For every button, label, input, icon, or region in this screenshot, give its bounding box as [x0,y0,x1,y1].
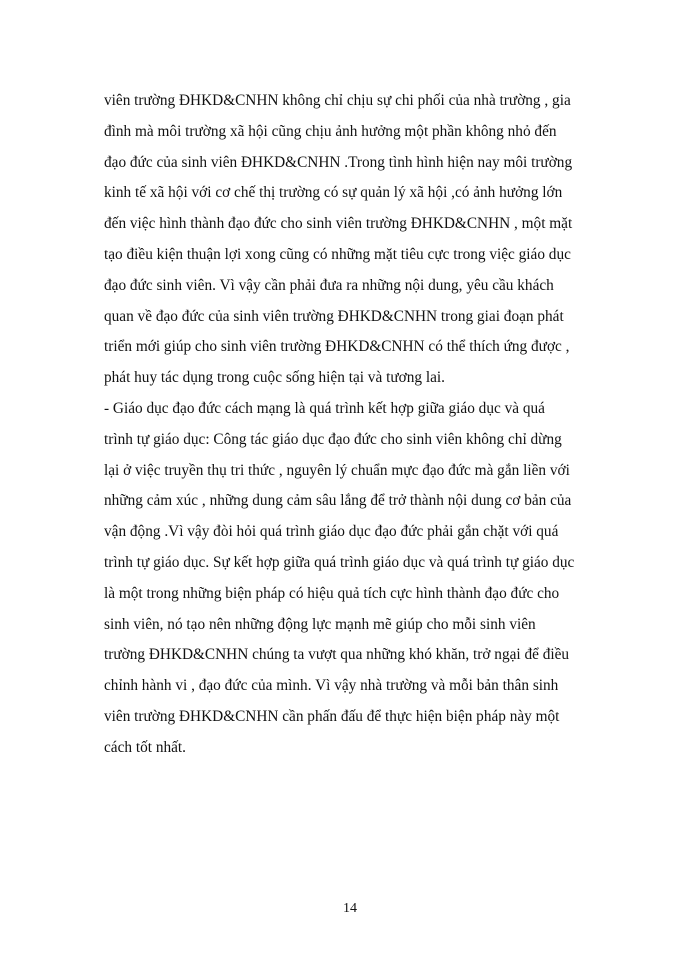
text-line: đình mà môi trường xã hội cũng chịu ảnh hưởng một phần không nhỏ đến [104,122,557,140]
text-line: trình tự giáo dục. Sự kết hợp giữa quá trình giáo dục và quá trình tự giáo dục [104,553,575,571]
text-line: tạo điều kiện thuận lợi xong cũng có những mặt tiêu cực trong việc giáo dục [104,245,571,263]
text-line: lại ở việc truyền thụ tri thức , nguyên lý chuẩn mực đạo đức mà gắn liền với [104,461,570,479]
page-number: 14 [343,901,357,916]
text-line: triển mới giúp cho sinh viên trường ĐHKD&CNHN có thể thích ứng được , [104,338,570,356]
text-line: viên trường ĐHKD&CNHN không chỉ chịu sự chi phối của nhà trường , gia [104,92,571,109]
text-line: phát huy tác dụng trong cuộc sống hiện tại và tương lai. [104,369,445,387]
text-line: đến việc hình thành đạo đức cho sinh viên trường ĐHKD&CNHN , một mặt [104,215,573,233]
paragraph-2 [104,394,614,764]
text-line: cách tốt nhất. [104,738,186,756]
text-line: đạo đức sinh viên. Vì vậy cần phải đưa ra những nội dung, yêu cầu khách [104,276,554,294]
text-line: là một trong những biện pháp có hiệu quả tích cực hình thành đạo đức cho [104,584,560,602]
text-line: sinh viên, nó tạo nên những động lực mạnh mẽ giúp cho mỗi sinh viên [104,615,536,633]
text-line: quan về đạo đức của sinh viên trường ĐHKD&CNHN trong giai đoạn phát [104,307,564,325]
text-line: vận động .Vì vậy đòi hỏi quá trình giáo dục đạo đức phải gắn chặt với quá [104,523,559,541]
text-line: chỉnh hành vi , đạo đức của mình. Vì vậy nhà trường và mỗi bản thân sinh [104,677,559,695]
body-text [104,86,614,764]
paragraph-1 [104,86,614,394]
text-line: những cảm xúc , những dung cảm sâu lắng để trở thành nội dung cơ bản của [104,492,572,510]
text-line: - Giáo dục đạo đức cách mạng là quá trình kết hợp giữa giáo dục và quá [104,399,545,417]
text-line: đạo đức của sinh viên ĐHKD&CNHN .Trong tình hình hiện nay môi trường [104,153,573,171]
text-line: trường ĐHKD&CNHN chúng ta vượt qua những khó khăn, trở ngại để điều [104,646,570,664]
text-line: viên trường ĐHKD&CNHN cần phấn đấu để thực hiện biện pháp này một [104,707,560,725]
text-line: trình tự giáo dục: Công tác giáo dục đạo đức cho sinh viên không chỉ dừng [104,430,562,448]
text-line: kinh tế xã hội với cơ chế thị trường có sự quản lý xã hội ,có ảnh hưởng lớn [104,184,563,202]
